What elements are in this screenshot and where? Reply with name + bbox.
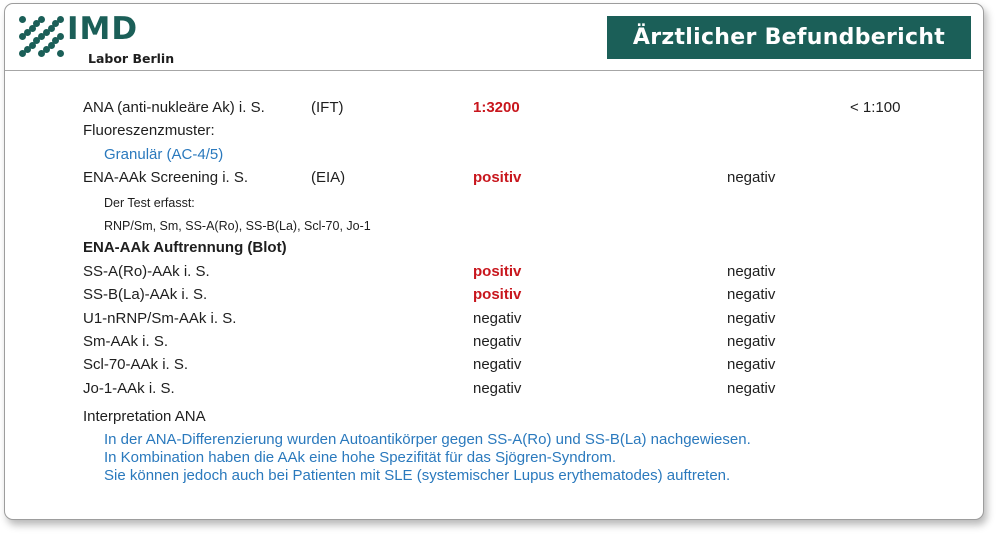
ena-screening-test-name: ENA-AAk Screening i. S.: [83, 169, 249, 186]
interpretation-title: Interpretation ANA: [83, 408, 206, 425]
interpretation-line: In Kombination haben die AAk eine hohe Spezifität für das Sjögren-Syndrom.: [104, 449, 616, 466]
blot-result: negativ: [473, 309, 522, 327]
ana-method: (IFT): [311, 99, 344, 116]
blot-reference: negativ: [727, 263, 776, 280]
blot-result: negativ: [473, 332, 522, 350]
logo-dot: [43, 46, 50, 53]
blot-heading: ENA-AAk Auftrennung (Blot): [83, 239, 287, 256]
logo-dot: [24, 29, 31, 36]
blot-result: negativ: [473, 356, 522, 374]
pattern-label: Fluoreszenzmuster:: [83, 122, 215, 139]
ana-result: 1:3200: [473, 99, 520, 116]
logo-dot: [33, 20, 40, 27]
blot-test-name: SS-B(La)-AAk i. S.: [83, 286, 208, 304]
ena-screening-result: positiv: [473, 169, 522, 186]
blot-result: positiv: [473, 263, 522, 280]
blot-test-name: SS-A(Ro)-AAk i. S.: [83, 263, 210, 280]
logo-dot: [33, 37, 40, 44]
blot-result: positiv: [473, 286, 522, 304]
logo-dot: [19, 16, 26, 23]
pattern-value: Granulär (AC-4/5): [104, 146, 224, 163]
blot-reference: negativ: [727, 356, 776, 374]
ena-screening-method: (EIA): [311, 169, 346, 186]
ana-reference: < 1:100: [850, 99, 901, 116]
blot-reference: negativ: [727, 379, 776, 397]
logo-dot: [43, 29, 50, 36]
blot-test-name: Scl-70-AAk i. S.: [83, 356, 189, 374]
blot-test-name: Jo-1-AAk i. S.: [83, 379, 175, 397]
blot-test-name: Sm-AAk i. S.: [83, 332, 169, 350]
blot-reference: negativ: [727, 286, 776, 304]
test-covers-list: RNP/Sm, Sm, SS-A(Ro), SS-B(La), Scl-70, Jo-1: [104, 219, 371, 233]
logo-dot: [52, 20, 59, 27]
ena-screening-reference: negativ: [727, 169, 776, 186]
logo-dot: [24, 46, 31, 53]
interpretation-line: In der ANA-Differenzierung wurden Autoantikörper gegen SS-A(Ro) und SS-B(La) nachgewiesen.: [104, 431, 751, 448]
logo-dot: [57, 50, 64, 57]
report-card: [4, 3, 984, 520]
test-covers-label: Der Test erfasst:: [104, 196, 195, 210]
blot-reference: negativ: [727, 332, 776, 350]
blot-reference: negativ: [727, 309, 776, 327]
logo-dots-icon: [19, 16, 69, 60]
blot-result: negativ: [473, 379, 522, 397]
header-divider: [5, 70, 983, 71]
logo-dot: [52, 37, 59, 44]
interpretation-line: Sie können jedoch auch bei Patienten mit SLE (systemischer Lupus erythematodes) auftreten.: [104, 467, 731, 484]
blot-test-name: U1-nRNP/Sm-AAk i. S.: [83, 309, 237, 327]
logo-subtext: Labor Berlin: [88, 51, 175, 66]
logo-text: IMD: [67, 11, 139, 47]
report-title-banner: Ärztlicher Befundbericht: [607, 16, 971, 59]
ana-test-name: ANA (anti-nukleäre Ak) i. S.: [83, 99, 265, 116]
